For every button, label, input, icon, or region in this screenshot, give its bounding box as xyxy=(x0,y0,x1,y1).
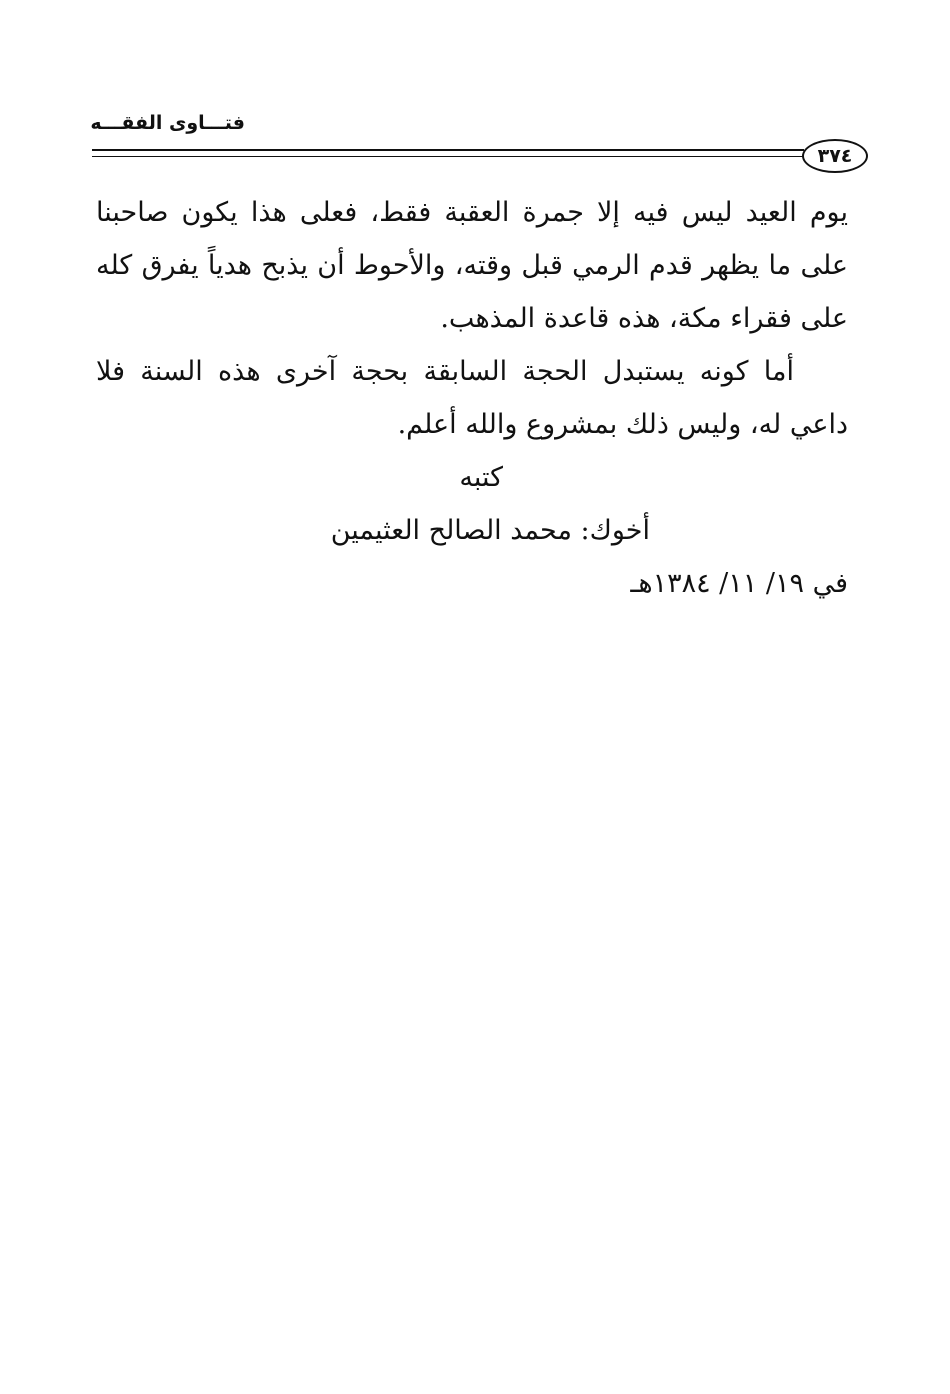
header-rule xyxy=(92,149,804,157)
signature-name: أخوك: محمد الصالح العثيمين xyxy=(330,515,650,546)
running-header-title: فتـــاوى الفقـــه xyxy=(90,112,245,134)
page-number-badge: ٣٧٤ xyxy=(802,139,868,173)
signature-label: كتبه xyxy=(459,462,503,493)
signature-date: في ١٩/ ١١/ ١٣٨٤هـ xyxy=(630,568,848,599)
paragraph-2: أما كونه يستبدل الحجة السابقة بحجة آخرى هذه السنة فلا داعي له، وليس ذلك بمشروع والله أعلم. xyxy=(96,356,848,440)
paragraph-1: يوم العيد ليس فيه إلا جمرة العقبة فقط، فعلى هذا يكون صاحبنا على ما يظهر قدم الرمي قبل وقته، والأحوط أن يذبح هدياً يفرق كله على فقراء مكة، هذه قاعدة المذهب. xyxy=(96,197,848,334)
document-body xyxy=(96,186,848,610)
